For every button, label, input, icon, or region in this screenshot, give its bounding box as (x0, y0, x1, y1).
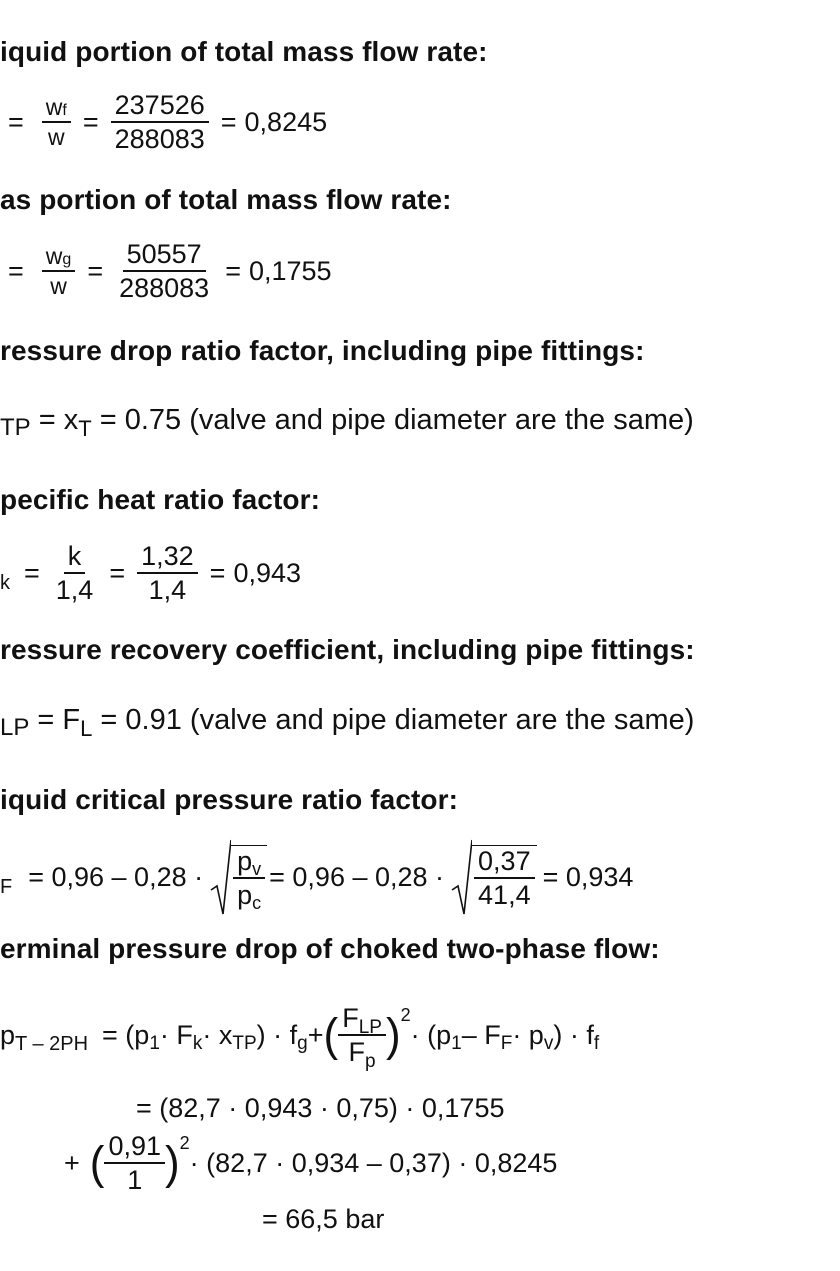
liquid-portion-equation (8, 92, 327, 153)
f-subscript: F (0, 875, 13, 898)
v-subscript: v (252, 859, 262, 879)
ff-expression: = 0,96 – 0,28 · (28, 861, 204, 892)
fraction-numerator: 1,32 (137, 543, 198, 574)
fraction-numerator: 0,37 (474, 848, 535, 879)
ff-equation (0, 838, 633, 916)
k-over-fraction (52, 543, 98, 604)
c-subscript: c (252, 893, 262, 913)
xtp-statement (0, 404, 694, 441)
p-symbol: p (237, 846, 253, 876)
lp-subscript: LP (0, 714, 30, 741)
equation-term: · (82,7 · 0,934 – 0,37) · 0,8245 (189, 1148, 558, 1178)
flp-text: = F (29, 704, 81, 736)
equation-term: · F (159, 1020, 193, 1050)
subscript: k (192, 1032, 203, 1054)
equation-term: · x (202, 1020, 233, 1050)
equals-sign: = (225, 256, 241, 286)
flp-over-fp-fraction (338, 1003, 386, 1072)
equals-sign: = (220, 107, 237, 137)
fraction-numerator: 237526 (111, 92, 209, 123)
terminal-equation-line3 (64, 1133, 557, 1194)
left-paren-icon: ( (89, 1137, 105, 1189)
flp-value-fraction (104, 1133, 165, 1194)
subscript: 1 (451, 1032, 462, 1054)
ff-result: = 0,934 (542, 861, 634, 892)
pressure-recovery-heading: ressure recovery coefficient, including pipe fittings: (0, 634, 695, 665)
subscript: TP (232, 1032, 257, 1054)
liquid-value-fraction (111, 92, 209, 153)
fk-equation (0, 543, 301, 604)
w-symbol: w (45, 94, 63, 120)
radical-sign-icon (450, 838, 472, 916)
equals-sign: = (209, 558, 226, 588)
fk-result: 0,943 (233, 558, 302, 588)
equals-sign: = (109, 558, 126, 588)
t-subscript: T (78, 416, 92, 441)
f-symbol: F (342, 1003, 359, 1033)
left-paren-icon: ( (323, 1009, 339, 1061)
lp-subscript: LP (358, 1017, 382, 1038)
fraction-denominator: 288083 (114, 124, 205, 154)
plus-sign: + (307, 1020, 324, 1050)
wg-over-w-fraction (42, 245, 76, 298)
tp-subscript: TP (0, 414, 31, 441)
right-paren-icon: ) (385, 1009, 401, 1061)
subscript: 1 (149, 1032, 160, 1054)
equation-term: ) · f (256, 1020, 298, 1050)
wf-over-w-fraction (42, 96, 71, 149)
xtp-text: = 0.75 (valve and pipe diameter are the same) (91, 404, 694, 436)
t-2ph-subscript: T – 2PH (15, 1033, 89, 1055)
equals-sign: = (8, 107, 24, 137)
liquid-portion-result: 0,8245 (244, 107, 328, 137)
w-symbol: w (45, 243, 63, 269)
fraction-numerator: 0,91 (104, 1133, 165, 1164)
terminal-equation-line2: = (82,7 · 0,943 · 0,75) · 0,1755 (136, 1093, 505, 1123)
fraction-numerator: 50557 (123, 241, 206, 272)
equals-sign: = (87, 256, 104, 286)
subscript: v (543, 1032, 554, 1054)
gas-portion-equation (8, 241, 332, 302)
fraction-denominator: 1 (127, 1165, 143, 1195)
right-paren-icon: ) (165, 1137, 180, 1189)
k-subscript: k (0, 572, 10, 594)
equation-term: – F (461, 1020, 501, 1050)
equals-sign: = (24, 558, 40, 588)
equals-sign: = (82, 107, 99, 137)
subscript: f (593, 1032, 600, 1054)
sqrt-value-fraction (450, 838, 537, 916)
terminal-pressure-heading: erminal pressure drop of choked two-phase flow: (0, 933, 660, 964)
radical-sign-icon (209, 838, 231, 916)
sqrt-pv-over-pc (209, 838, 267, 916)
exponent: 2 (400, 1005, 411, 1025)
w-symbol: w (50, 273, 67, 299)
f-symbol: F (348, 1037, 366, 1067)
pressure-drop-ratio-heading: ressure drop ratio factor, including pipe fittings: (0, 335, 645, 366)
xtp-text: = x (30, 404, 79, 436)
w-symbol: w (48, 124, 65, 150)
fraction-denominator: 1,4 (148, 575, 187, 605)
gas-portion-heading: as portion of total mass flow rate: (0, 184, 452, 215)
liquid-portion-heading: iquid portion of total mass flow rate: (0, 36, 488, 67)
specific-heat-ratio-heading: pecific heat ratio factor: (0, 484, 321, 515)
exponent: 2 (179, 1133, 190, 1153)
liquid-critical-heading: iquid critical pressure ratio factor: (0, 784, 459, 815)
gas-value-fraction (115, 241, 213, 302)
l-subscript: L (80, 716, 93, 741)
p-symbol: p (237, 880, 253, 910)
terminal-result: = 66,5 bar (262, 1204, 385, 1234)
fraction-denominator: 288083 (119, 273, 210, 303)
flp-statement (0, 704, 695, 741)
fraction-denominator: 1,4 (55, 575, 94, 605)
fraction-numerator: k (64, 543, 86, 574)
p-subscript: p (365, 1051, 376, 1072)
ff-expression: = 0,96 – 0,28 · (269, 861, 445, 892)
equation-term: · p (512, 1020, 544, 1050)
equation-term: ) · f (553, 1020, 594, 1050)
fraction-denominator: 41,4 (478, 880, 531, 910)
equation-term: = (p (102, 1020, 150, 1050)
subscript: F (500, 1032, 513, 1054)
plus-sign: + (64, 1148, 80, 1178)
equation-term: · (p (410, 1020, 452, 1050)
gas-portion-result: 0,1755 (248, 256, 332, 286)
p-symbol: p (0, 1020, 16, 1050)
fk-value-fraction (137, 543, 198, 604)
equals-sign: = (8, 256, 24, 286)
f-subscript: f (62, 102, 67, 119)
terminal-equation-line1 (0, 1003, 600, 1072)
g-subscript: g (62, 251, 72, 268)
flp-text: = 0.91 (valve and pipe diameter are the same) (92, 704, 695, 736)
subscript: g (297, 1032, 308, 1054)
